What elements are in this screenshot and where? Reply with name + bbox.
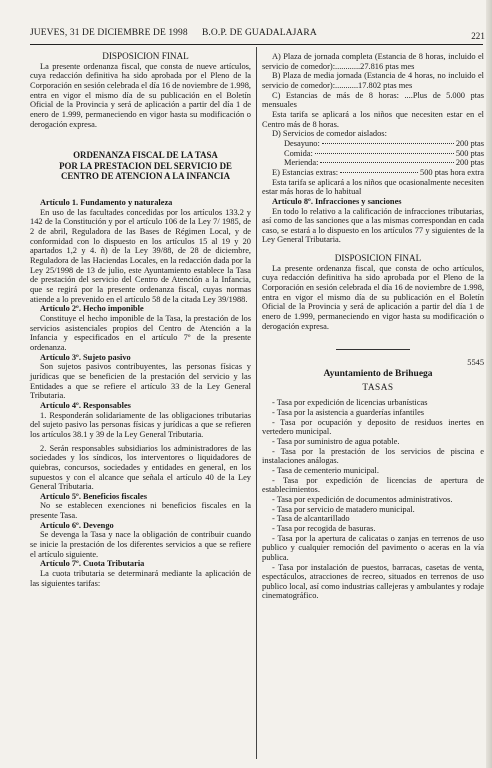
left-disposicion-title: DISPOSICION FINAL xyxy=(102,51,189,61)
meal-amount: 500 ptas xyxy=(455,148,484,158)
rate-e-amount: 500 ptas hora extra xyxy=(420,167,484,177)
rate-c: C) Estancias de más de 8 horas: ....Plus de 5.000 ptas mensuales xyxy=(262,90,484,110)
rate-c-note: Esta tarifa se aplicará a los niños que necesiten estar en el Centro más de 8 horas. xyxy=(262,109,484,129)
rate-a: A) Plaza de jornada completa (Estancia de 8 horas, incluido el servicio de comedor):............27.816 ptas mes xyxy=(262,52,484,71)
meal-amount: 200 ptas xyxy=(455,158,484,168)
meal-lunch-row xyxy=(262,149,484,159)
ordenanza-title-line-2: POR LA PRESTACION DEL SERVICIO DE xyxy=(59,160,232,171)
meal-label: Comida: xyxy=(284,148,313,158)
article-2-title: Artículo 2º. Hecho imponible xyxy=(40,304,144,314)
article-4-title: Artículo 4º. Responsables xyxy=(40,400,131,410)
page-number: 221 xyxy=(471,31,485,41)
tasa-item: - Tasa por expedición de documentos administrativos. xyxy=(272,494,453,504)
scan-edge-shadow xyxy=(486,0,492,768)
tasa-item: - Tasa de cementerio municipal. xyxy=(272,465,379,475)
rate-e-note: Esta tarifa se aplicará a los niños que ocasionalmente necesiten estar más horas de lo habitual xyxy=(262,177,484,197)
article-6-text: Se devenga la Tasa y nace la obligación de contribuir cuando se inicie la prestación de los diferentes servicios a que se refiere el artículo siguiente. xyxy=(30,530,251,559)
article-2-text: Constituye el hecho imponible de la Tasa, la prestación de los servicios asistenciales propios del Centro de Atención a la Infancia y especificados en el artículo 7º de la presente ordenanza. xyxy=(30,314,251,352)
article-5-title: Artículo 5º. Beneficios fiscales xyxy=(40,491,147,501)
page-header xyxy=(30,28,485,42)
article-8-text: En todo lo relativo a la calificación de infracciones tributarias, así como de las sanciones que a las mismas correspondan en cada caso, se estará a lo dispuesto en los artículos 77 y siguientes de la Ley General Tributaria. xyxy=(262,206,484,245)
tasa-item: - Tasa por servicio de matadero municipal. xyxy=(272,504,415,514)
meal-label: Desayuno: xyxy=(284,138,320,148)
ordenanza-title-line-3: CENTRO DE ATENCION A LA INFANCIA xyxy=(60,170,231,181)
tasa-item: - Tasa por la asistencia a guarderías infantiles xyxy=(272,408,425,417)
article-6-title: Artículo 6º. Devengo xyxy=(40,520,114,530)
article-4-paragraph-1: 1. Responderán solidariamente de las obligaciones tributarias del sujeto pasivo las personas físicas y jurídicas a que se refieren los artículos 38.1 y 39 de la Ley General Tributaria. xyxy=(30,410,251,439)
tasa-item: - Tasa por ocupación y deposito de residuos inertes en vertedero municipal. xyxy=(262,417,484,437)
leader-dots xyxy=(315,153,454,154)
article-1-title: Artículo 1. Fundamento y naturaleza xyxy=(40,198,173,208)
rate-e-label: E) Estancias extras: xyxy=(272,167,339,177)
anuncio-number: 5545 xyxy=(467,358,484,368)
article-7-text: La cuota tributaria se determinará mediante la aplicación de las siguientes tarifas: xyxy=(30,569,251,588)
right-disposicion-title: DISPOSICION FINAL xyxy=(334,253,422,264)
meal-label: Merienda: xyxy=(284,158,319,168)
left-column xyxy=(30,52,251,588)
article-5-text: No se establecen exenciones ni beneficios fiscales en la presente Tasa. xyxy=(30,501,251,521)
tasa-item: - Tasa por expedición de licencias urbanísticas xyxy=(272,398,428,408)
article-3-title: Artículo 3º. Sujeto pasivo xyxy=(40,352,131,362)
leader-dots xyxy=(322,143,454,144)
tasa-item: - Tasa por instalación de puestos, barracas, casetas de venta, espectáculos, atracciones de recreo, situados en terrenos de uso publico local, así como industrias callejeras y ambulantes y rodaje cinematográfico. xyxy=(262,562,484,601)
left-disposicion-text: La presente ordenanza fiscal, que consta de nueve artículos, cuya redacción definitiva ha sido aprobada por el Pleno de la Corporación en sesión celebrada el día 16 de noviembre de 1.998, entra en vigor el mismo día de su publicación en el Boletín Oficial de la Provincia y será de aplicación a partir del día 1 de enero de 1.999, permaneciendo en vigor hasta su modificación o derogación expresa. xyxy=(30,61,251,129)
meal-snack-row xyxy=(262,158,484,168)
header-publication: B.O.P. DE GUADALAJARA xyxy=(202,28,317,38)
tasa-item: - Tasa de alcantarillado xyxy=(272,514,350,524)
column-divider xyxy=(256,47,257,759)
header-rule xyxy=(30,44,483,45)
article-3-text: Son sujetos pasivos contribuyentes, las personas físicas y jurídicas que se beneficien de la prestación del servicio y las Entidades a que se refiere el artículo 33 de la Ley General Tributaria. xyxy=(30,362,251,401)
tasas-heading: TASAS xyxy=(362,382,394,393)
tasa-item: - Tasa por expedición de licencias de apertura de establecimientos. xyxy=(262,475,484,495)
right-disposicion-text: La presente ordenanza fiscal, que consta de ocho artículos, cuya redacción definitiva ha sido aprobada por el Pleno de la Corporación en sesión celebrada el día 16 de noviembre de 1.998, entra en vigor el mismo día de su publicación en el Boletín Oficial de la Provincia y será de aplicación a partir del día 1 de enero de 1.999, permaneciendo en vigor hasta su modificación o derogación expresa. xyxy=(262,263,484,331)
rate-e-row xyxy=(262,168,484,178)
header-date: JUEVES, 31 DE DICIEMBRE DE 1998 xyxy=(30,28,188,38)
tasa-item: - Tasa por la apertura de calicatas o zanjas en terrenos de uso publico y cualquier remoción del pavimento o aceras en la vía publica. xyxy=(262,533,484,562)
meal-amount: 200 ptas xyxy=(455,138,484,148)
leader-dots xyxy=(320,162,453,163)
tasa-item: - Tasa por suministro de agua potable. xyxy=(272,436,400,446)
ordenanza-title-line-1: ORDENANZA FISCAL DE LA TASA xyxy=(73,150,218,161)
article-8-title: Artículo 8º. Infracciones y sanciones xyxy=(272,196,402,206)
tasa-item: - Tasa por la prestación de los servicios de piscina e instalaciones análogas. xyxy=(262,446,484,466)
right-column xyxy=(262,52,484,601)
meal-breakfast-row xyxy=(262,139,484,149)
rate-d-title: D) Servicios de comedor aislados: xyxy=(272,129,387,139)
article-1-text: En uso de las facultades concedidas por los artículos 133.2 y 142 de la Constitución y por el artículo 106 de la Ley 7/ 1985, de 2 de abril, Reguladora de las Bases de Régimen Local, y de conformidad con lo dispuesto en los artículos 15 al 19 y 20 apartados 1,2 y 4. ñ) de la Ley 39/88, de 28 de diciembre, Reguladora de las Haciendas Locales, en la redacción dada por la Ley 25/1998 de 13 de julio, este Ayuntamiento establece la Tasa de prestación del servicio del Centro de Atención a la Infancia, que se regirá por la presente ordenanza fiscal, cuyas normas atiende a lo prevenido en el artículo 58 de la citada Ley 39/1988. xyxy=(30,207,251,304)
tasa-item: - Tasa por recogida de basuras. xyxy=(272,523,376,533)
article-4-paragraph-2: 2. Serán responsables subsidiarios los administradores de las sociedades y los síndicos, los interventores o liquidadores de quiebras, concursos, sociedades y entidades en general, en los supuestos y con el alcance que señala el artículo 40 de la Ley General Tributaria. xyxy=(30,443,251,492)
ayuntamiento-title: Ayuntamiento de Brihuega xyxy=(323,369,433,380)
rate-b: B) Plaza de media jornada (Estancia de 4 horas, no incluido el servicio de comedor):...........17.802 ptas mes xyxy=(262,71,484,90)
article-7-title: Artículo 7º. Cuota Tributaria xyxy=(40,559,145,569)
leader-dots xyxy=(340,172,418,173)
